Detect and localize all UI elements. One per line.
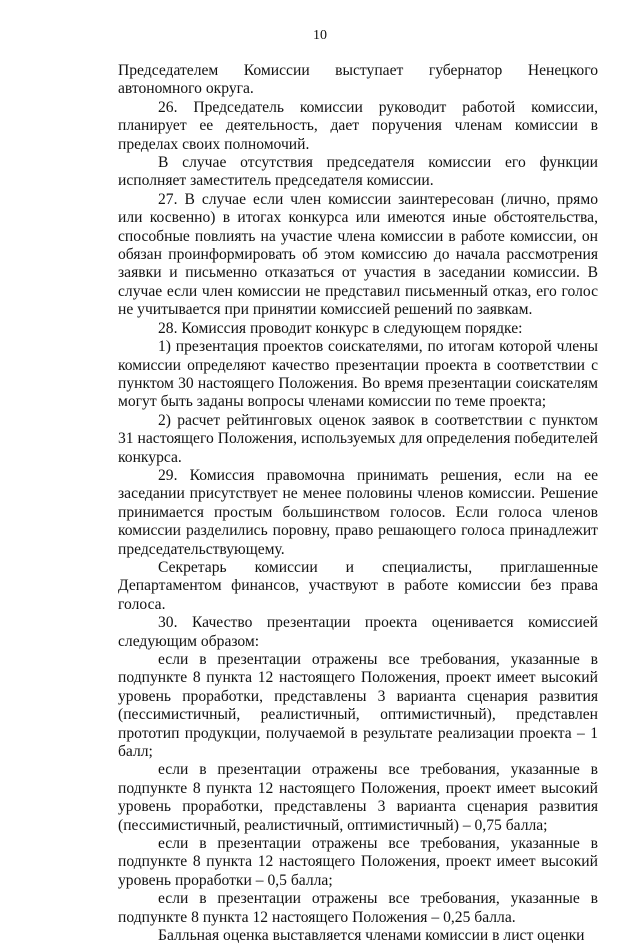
- paragraph-deputy-chairman: В случае отсутствия председателя комиссии его функции исполняет заместитель председателя комиссии.: [118, 154, 598, 190]
- paragraph-score-1: если в презентации отражены все требования, указанные в подпункте 8 пункта 12 настоящего Положения, проект имеет высокий уровень проработки, представлены 3 варианта сценария развития (пессимистичный, реалистичный, оптимистичный), представлен прототип продукции, получаемой в результате реализации проекта – 1 балл;: [118, 651, 598, 761]
- document-body: [118, 62, 598, 946]
- paragraph-score-075: если в презентации отражены все требования, указанные в подпункте 8 пункта 12 настоящего Положения, проект имеет высокий уровень проработки, представлены 3 варианта сценария развития (пессимистичный, реалистичный, оптимистичный) – 0,75 балла;: [118, 761, 598, 834]
- paragraph-score-05: если в презентации отражены все требования, указанные в подпункте 8 пункта 12 настоящего Положения, проект имеет высокий уровень проработки – 0,5 балла;: [118, 835, 598, 889]
- paragraph-score-sheet: Балльная оценка выставляется членами комиссии в лист оценки: [158, 927, 585, 945]
- paragraph-clause-26: 26. Председатель комиссии руководит работой комиссии, планирует ее деятельность, дает поручения членам комиссии в пределах своих полномочий.: [118, 98, 598, 153]
- paragraph-clause-28-item-2: 2) расчет рейтинговых оценок заявок в соответствии с пунктом 31 настоящего Положения, используемых для определения победителей конкурса.: [118, 411, 598, 466]
- paragraph-chairman: Председателем Комиссии выступает губернатор Ненецкого автономного округа.: [118, 62, 598, 98]
- paragraph-clause-28-item-1: 1) презентация проектов соискателями, по итогам которой члены комиссии определяют качество презентации проекта в соответствии с пунктом 30 настоящего Положения. Во время презентации соискателям могут быть заданы вопросы членами комиссии по теме проекта;: [118, 338, 598, 411]
- paragraph-clause-28: 28. Комиссия проводит конкурс в следующем порядке:: [158, 319, 523, 337]
- paragraph-clause-29: 29. Комиссия правомочна принимать решения, если на ее заседании присутствует не менее половины членов комиссии. Решение принимается простым большинством голосов. Если голоса членов комиссии разделились поровну, право решающего голоса принадлежит председательствующему.: [118, 466, 598, 558]
- page-number: 10: [313, 28, 327, 43]
- paragraph-secretary: Секретарь комиссии и специалисты, приглашенные Департаментом финансов, участвуют в работе комиссии без права голоса.: [118, 558, 598, 613]
- paragraph-clause-30: 30. Качество презентации проекта оценивается комиссией следующим образом:: [118, 614, 598, 650]
- paragraph-clause-27: 27. В случае если член комиссии заинтересован (лично, прямо или косвенно) в итогах конкурса или имеются иные обстоятельства, способные повлиять на участие члена комиссии в работе комиссии, он обязан проинформировать об этом комиссию до начала рассмотрения заявки и письменно отказаться от участия в заседании комиссии. В случае если член комиссии не представил письменный отказ, его голос не учитывается при принятии комиссией решений по заявкам.: [118, 190, 598, 319]
- paragraph-score-025: если в презентации отражены все требования, указанные в подпункте 8 пункта 12 настоящего Положения – 0,25 балла.: [118, 890, 598, 926]
